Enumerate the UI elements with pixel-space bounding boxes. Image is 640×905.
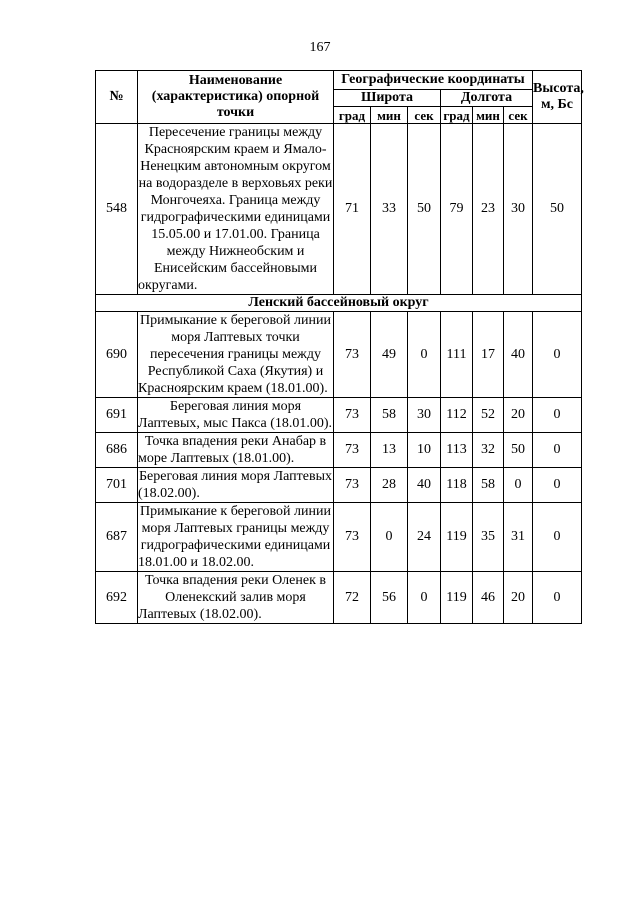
lat-sec: 0 — [408, 572, 441, 624]
height-value: 50 — [533, 124, 582, 295]
header-lon-min: мин — [473, 107, 504, 124]
row-number: 701 — [96, 468, 138, 503]
lon-sec: 40 — [504, 312, 533, 398]
lat-deg: 73 — [334, 312, 371, 398]
header-longitude: Долгота — [441, 90, 533, 107]
header-number: № — [96, 71, 138, 124]
lon-deg: 79 — [441, 124, 473, 295]
lat-sec: 0 — [408, 312, 441, 398]
table-row — [96, 124, 582, 295]
lon-deg: 113 — [441, 433, 473, 468]
lat-min: 56 — [371, 572, 408, 624]
lon-min: 23 — [473, 124, 504, 295]
lon-min: 17 — [473, 312, 504, 398]
row-description: Точка впадения реки Оленек в Оленекский залив моря Лаптевых (18.02.00). — [138, 572, 334, 624]
row-description: Пересечение границы между Красноярским краем и Ямало-Ненецким автономным округом на водоразделе в верховьях реки Монгочеяха. Граница между гидрографическими единицами 15.05.00 и 17.01.00. Граница между Нижнеобским и Енисейским бассейновыми округами. — [138, 125, 333, 293]
table-header — [96, 71, 582, 124]
header-lat-deg: град — [334, 107, 371, 124]
header-lat-min: мин — [371, 107, 408, 124]
row-number: 687 — [96, 503, 138, 572]
lat-min: 0 — [371, 503, 408, 572]
reference-points-table — [95, 70, 582, 624]
lat-deg: 73 — [334, 468, 371, 503]
row-number: 690 — [96, 312, 138, 398]
lon-min: 58 — [473, 468, 504, 503]
header-coordinates: Географические координаты — [334, 71, 533, 90]
lon-deg: 119 — [441, 572, 473, 624]
lon-min: 52 — [473, 398, 504, 433]
section-row — [96, 295, 582, 312]
height-value: 0 — [533, 503, 582, 572]
row-number: 686 — [96, 433, 138, 468]
height-value: 0 — [533, 398, 582, 433]
height-value: 0 — [533, 468, 582, 503]
lat-deg: 73 — [334, 503, 371, 572]
header-lon-sec: сек — [504, 107, 533, 124]
lon-sec: 31 — [504, 503, 533, 572]
header-latitude: Широта — [334, 90, 441, 107]
lat-deg: 73 — [334, 398, 371, 433]
lon-sec: 0 — [504, 468, 533, 503]
lat-min: 33 — [371, 124, 408, 295]
lat-deg: 73 — [334, 433, 371, 468]
lat-min: 49 — [371, 312, 408, 398]
lat-deg: 72 — [334, 572, 371, 624]
page-number: 167 — [309, 40, 331, 55]
lon-deg: 111 — [441, 312, 473, 398]
header-name: Наименование (характеристика) опорной точки — [138, 71, 334, 124]
row-description: Точка впадения реки Анабар в море Лаптевых (18.01.00). — [138, 433, 334, 468]
lon-sec: 30 — [504, 124, 533, 295]
lon-deg: 112 — [441, 398, 473, 433]
row-description: Береговая линия моря Лаптевых (18.02.00). — [138, 469, 332, 501]
header-lat-sec: сек — [408, 107, 441, 124]
lon-min: 32 — [473, 433, 504, 468]
row-description: Береговая линия моря Лаптевых, мыс Пакса (18.01.00). — [138, 399, 333, 431]
lon-deg: 119 — [441, 503, 473, 572]
table-row — [96, 433, 582, 468]
lon-sec: 20 — [504, 572, 533, 624]
lon-deg: 118 — [441, 468, 473, 503]
lon-min: 46 — [473, 572, 504, 624]
lon-min: 35 — [473, 503, 504, 572]
table-row — [96, 503, 582, 572]
header-height: Высота, м, Бс — [533, 71, 582, 124]
height-value: 0 — [533, 572, 582, 624]
lat-sec: 30 — [408, 398, 441, 433]
height-value: 0 — [533, 433, 582, 468]
lat-sec: 10 — [408, 433, 441, 468]
lat-deg: 71 — [334, 124, 371, 295]
row-number: 692 — [96, 572, 138, 624]
lon-sec: 50 — [504, 433, 533, 468]
lat-min: 58 — [371, 398, 408, 433]
section-title: Ленский бассейновый округ — [96, 295, 582, 312]
table-row — [96, 468, 582, 503]
table-row — [96, 312, 582, 398]
lat-sec: 24 — [408, 503, 441, 572]
height-value: 0 — [533, 312, 582, 398]
table-row — [96, 572, 582, 624]
header-lon-deg: град — [441, 107, 473, 124]
row-number: 691 — [96, 398, 138, 433]
lat-sec: 50 — [408, 124, 441, 295]
lat-min: 28 — [371, 468, 408, 503]
row-description: Примыкание к береговой линии моря Лаптевых точки пересечения границы между Республикой Саха (Якутия) и Красноярским краем (18.01.00). — [138, 312, 334, 398]
table-row — [96, 398, 582, 433]
row-description: Примыкание к береговой линии моря Лаптевых границы между гидрографическими единицами 18.01.00 и 18.02.00. — [138, 503, 334, 572]
lat-sec: 40 — [408, 468, 441, 503]
lat-min: 13 — [371, 433, 408, 468]
lon-sec: 20 — [504, 398, 533, 433]
row-number: 548 — [96, 124, 138, 295]
